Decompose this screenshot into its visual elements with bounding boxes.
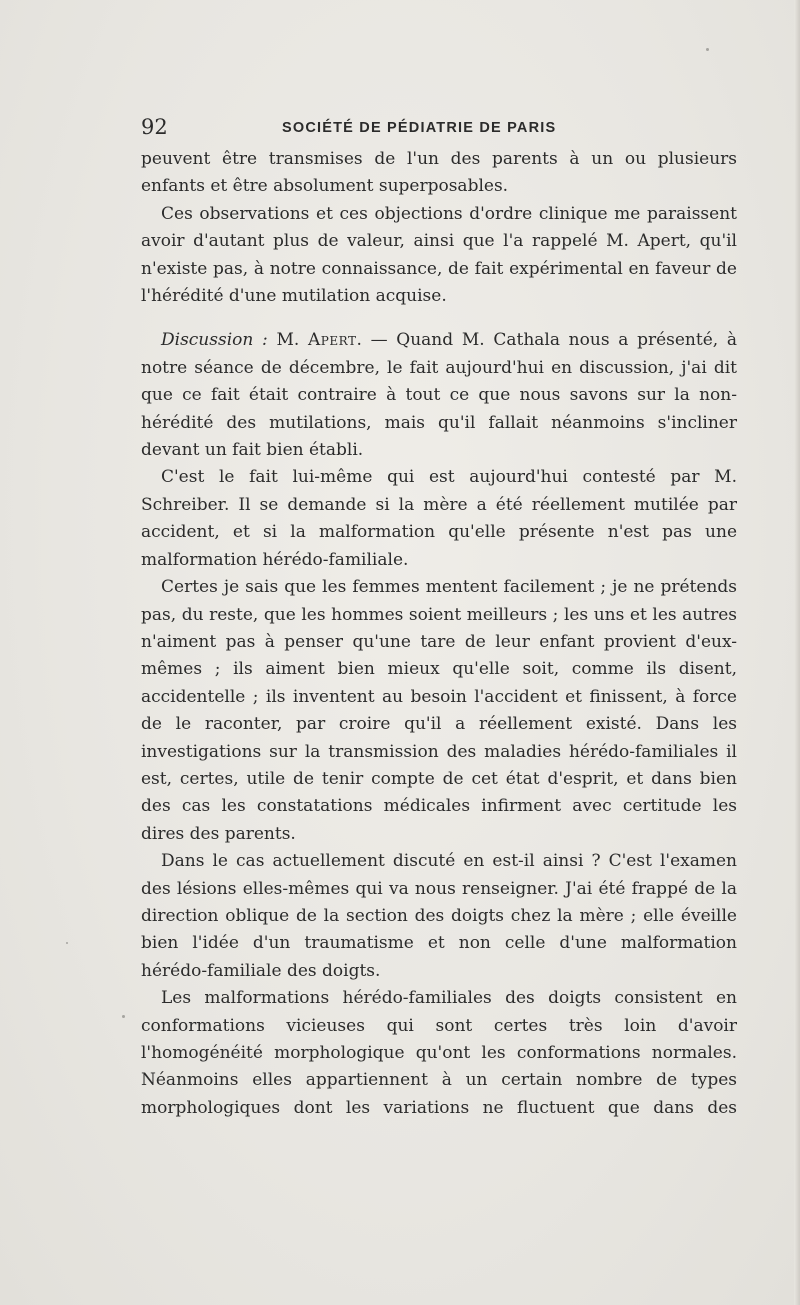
paper-speck xyxy=(66,942,68,944)
paragraph-continuation: peuvent être transmises de l'un des parents à un ou plusieurs enfants et être absolument superposables. xyxy=(141,149,737,197)
paragraph: Dans le cas actuellement discuté en est-il ainsi ? C'est l'examen des lésions elles-mêmes qui va nous renseigner. J'ai été frappé de la direction oblique de la section des doigts chez la mère ; elle éveille bien l'idée d'un traumatisme et non celle d'une malformation hérédo-familiale des doigts. xyxy=(141,851,737,981)
paragraph: Certes je sais que les femmes mentent facilement ; je ne prétends pas, du reste, que les hommes soient meilleurs ; les uns et les autres n'aiment pas à penser qu'une tare de leur enfant provient d'eux-mêmes ; ils aiment bien mieux qu'elle soit, comme ils disent, accidentelle ; ils inventent au besoin l'accident et finissent, à force de le raconter, par croire qu'il a réellement existé. Dans les investigations sur la transmission des maladies hérédo-familiales il est, certes, utile de tenir compte de cet état d'esprit, et dans bien des cas les constatations médicales infirment avec certitude les dires des parents. xyxy=(141,577,737,844)
paragraph: Ces observations et ces objections d'ordre clinique me paraissent avoir d'autant plus de valeur, ainsi que l'a rappelé M. Apert, qu'il n'existe pas, à notre connaissance, de fait expérimental en faveur de l'hérédité d'une mutilation acquise. xyxy=(141,203,737,307)
paragraph: C'est le fait lui-même qui est aujourd'hui contesté par M. Schreiber. Il se demande si la mère a été réellement mutilée par accident, et si la malformation qu'elle présente n'est pas une malformation hérédo-familiale. xyxy=(141,467,737,570)
page-number: 92 xyxy=(141,115,168,139)
discussion-text: . — Quand M. Cathala nous a présenté, à notre séance de décembre, le fait aujourd'hui en discussion, j'ai dit que ce fait était contraire à tout ce que nous savons sur la non-hérédité des mutilations, mais qu'il fallait néanmoins s'incliner devant un fait bien établi. xyxy=(141,330,738,461)
body-text xyxy=(141,146,737,1122)
running-head: SOCIÉTÉ DE PÉDIATRIE DE PARIS xyxy=(282,120,557,136)
paper-speck xyxy=(122,1015,125,1018)
paragraph: Les malformations hérédo-familiales des doigts consistent en conformations vicieuses qui sont certes très loin d'avoir l'homogénéité morphologique qu'ont les conformations normales. Néanmoins elles appartiennent à un certain nombre de types morphologiques dont les variations ne fluctuent que dans des xyxy=(141,988,737,1118)
paper-speck xyxy=(706,48,709,51)
speaker-prefix: M. xyxy=(276,330,300,351)
discussion-paragraph xyxy=(141,327,737,464)
page-header xyxy=(141,115,737,139)
discussion-label: Discussion : xyxy=(161,330,268,351)
page-edge-shadow xyxy=(794,0,800,1305)
speaker-name: Apert xyxy=(308,330,357,351)
